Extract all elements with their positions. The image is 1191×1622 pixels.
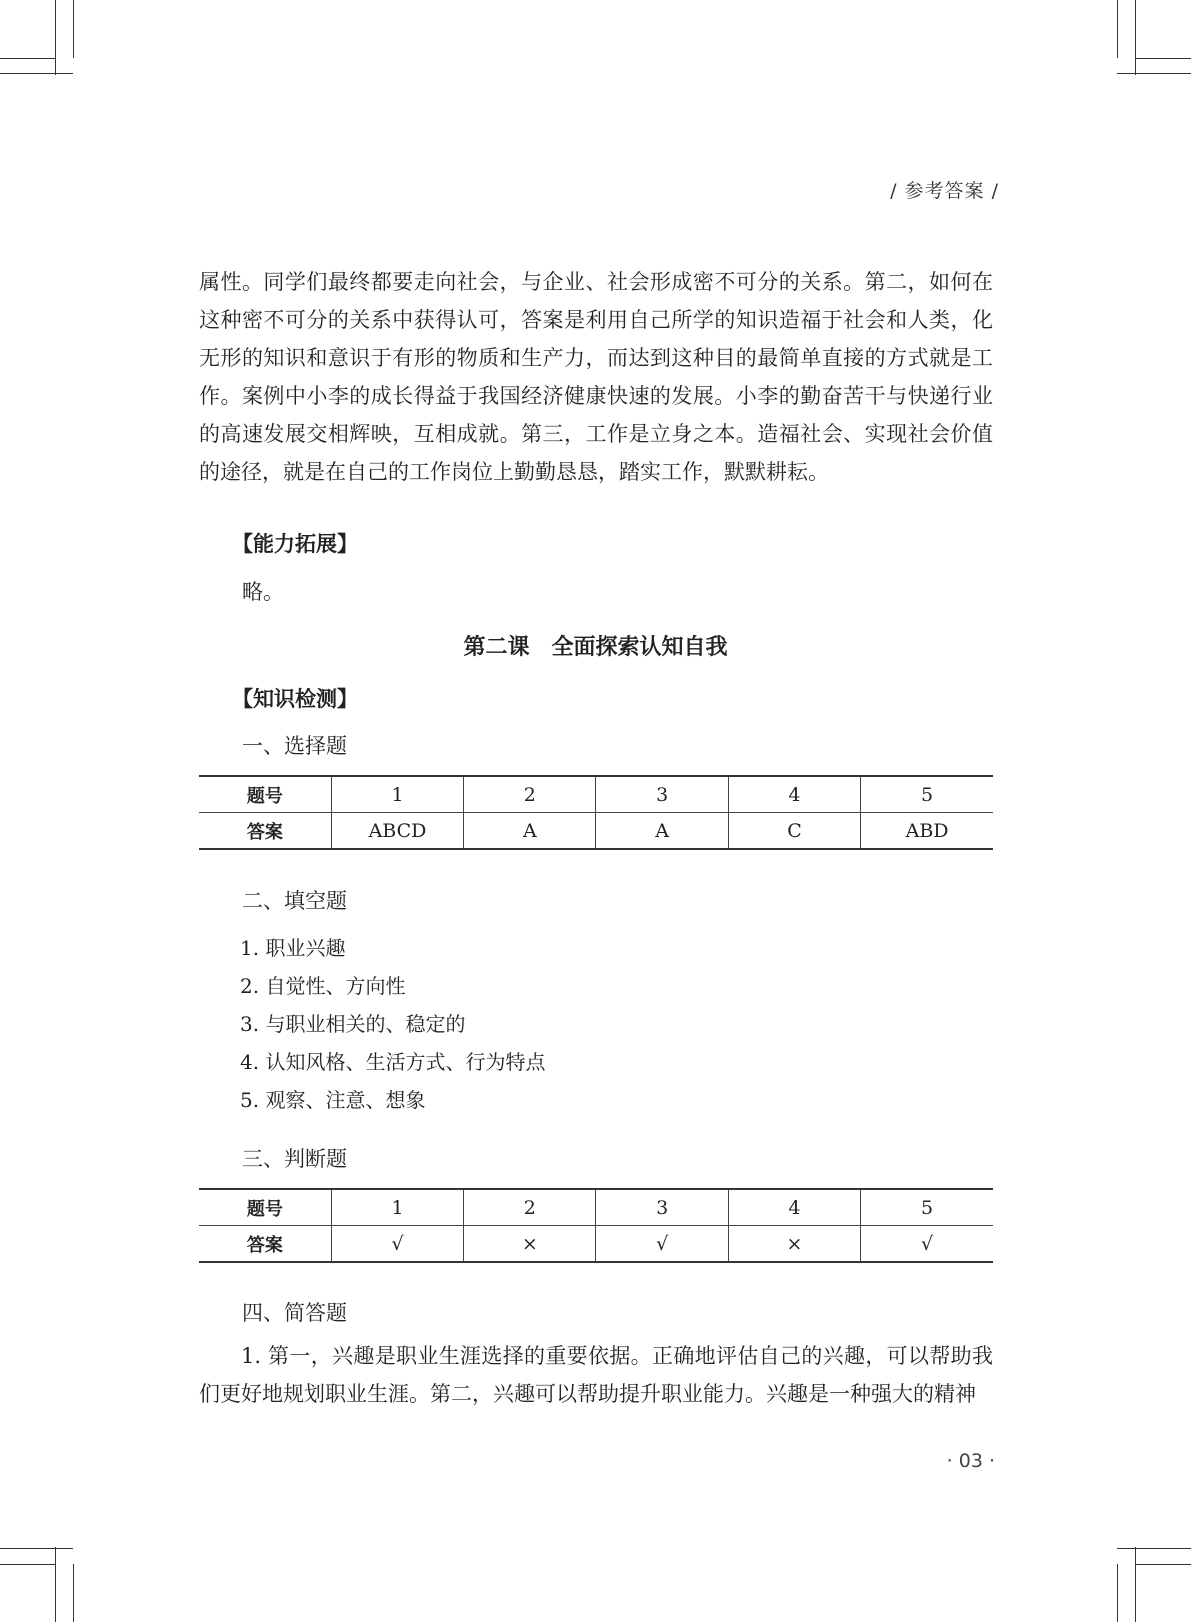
- table-cell: √: [596, 1226, 728, 1263]
- table-cell: ABD: [861, 813, 993, 850]
- table-cell: A: [464, 813, 596, 850]
- table-row: [199, 1189, 993, 1226]
- choice-heading: 一、选择题: [242, 734, 347, 758]
- row-label-answer: 答案: [246, 1234, 283, 1256]
- table-cell: C: [728, 813, 860, 850]
- choice-answer-table: [199, 775, 993, 850]
- crop-mark-bottom-left-v: [73, 1564, 74, 1622]
- lesson-title: 第二课 全面探索认知自我: [463, 635, 728, 660]
- table-cell: 2: [464, 1189, 596, 1226]
- table-cell: 4: [728, 1189, 860, 1226]
- table-cell: 3: [596, 1189, 728, 1226]
- crop-mark-top-left-v: [73, 0, 74, 58]
- table-cell: A: [596, 813, 728, 850]
- list-item: 5. 观察、注意、想象: [240, 1088, 426, 1112]
- crop-mark-bottom-left-h: [0, 1564, 55, 1565]
- table-cell: √: [861, 1226, 993, 1263]
- table-row: [199, 813, 993, 850]
- crop-mark-top-right-h: [1135, 58, 1191, 59]
- crop-mark-top-right-v: [1117, 0, 1118, 58]
- table-cell: √: [331, 1226, 463, 1263]
- crop-mark-bottom-left-h2: [0, 1548, 73, 1549]
- short-answer-heading: 四、简答题: [242, 1301, 347, 1325]
- table-cell: 1: [331, 776, 463, 813]
- crop-mark-bottom-right-v2: [1135, 1547, 1136, 1622]
- table-cell: ×: [728, 1226, 860, 1263]
- row-label-answer: 答案: [246, 821, 283, 843]
- table-cell: 1: [331, 1189, 463, 1226]
- list-item: 2. 自觉性、方向性: [240, 974, 406, 998]
- judge-answer-table: [199, 1188, 993, 1263]
- intro-paragraph: 属性。同学们最终都要走向社会，与企业、社会形成密不可分的关系。第二，如何在这种密不可分的关系中获得认可，答案是利用自己所学的知识造福于社会和人类，化无形的知识和意识于有形的物质和生产力，而达到这种目的最简单直接的方式就是工作。案例中小李的成长得益于我国经济健康快速的发展。小李的勤奋苦干与快递行业的高速发展交相辉映，互相成就。第三，工作是立身之本。造福社会、实现社会价值的途径，就是在自己的工作岗位上勤勤恳恳，踏实工作，默默耕耘。: [199, 270, 993, 484]
- list-item: 1. 职业兴趣: [240, 936, 346, 960]
- crop-mark-top-left-h: [0, 58, 55, 59]
- crop-mark-bottom-left-v2: [55, 1547, 56, 1622]
- crop-mark-top-right-h2: [1117, 73, 1191, 74]
- judge-heading: 三、判断题: [242, 1147, 347, 1171]
- crop-mark-top-right-v2: [1135, 0, 1136, 75]
- table-cell: 5: [861, 776, 993, 813]
- table-row: [199, 1226, 993, 1263]
- table-cell: 5: [861, 1189, 993, 1226]
- crop-mark-bottom-right-h: [1135, 1564, 1191, 1565]
- crop-mark-top-left-v2: [55, 0, 56, 75]
- list-item: 3. 与职业相关的、稳定的: [240, 1012, 466, 1036]
- table-cell: 3: [596, 776, 728, 813]
- crop-mark-top-left-h2: [0, 73, 73, 74]
- crop-mark-bottom-right-v: [1117, 1564, 1118, 1622]
- ability-content: 略。: [242, 580, 284, 604]
- table-cell: ×: [464, 1226, 596, 1263]
- fill-heading: 二、填空题: [242, 889, 347, 913]
- row-label-number: 题号: [199, 1189, 331, 1226]
- table-cell: ABCD: [331, 813, 463, 850]
- table-cell: 2: [464, 776, 596, 813]
- page-number: · 03 ·: [946, 1450, 995, 1472]
- ability-heading: 【能力拓展】: [232, 532, 358, 556]
- list-item: 4. 认知风格、生活方式、行为特点: [240, 1050, 546, 1074]
- running-header: / 参考答案 /: [890, 180, 999, 202]
- short-answer-paragraph: 1. 第一，兴趣是职业生涯选择的重要依据。正确地评估自己的兴趣，可以帮助我们更好地规划职业生涯。第二，兴趣可以帮助提升职业能力。兴趣是一种强大的精神: [199, 1344, 993, 1406]
- crop-mark-bottom-right-h2: [1117, 1548, 1191, 1549]
- knowledge-heading: 【知识检测】: [232, 687, 358, 711]
- table-row: [199, 776, 993, 813]
- table-cell: 4: [728, 776, 860, 813]
- row-label-number: 题号: [199, 776, 331, 813]
